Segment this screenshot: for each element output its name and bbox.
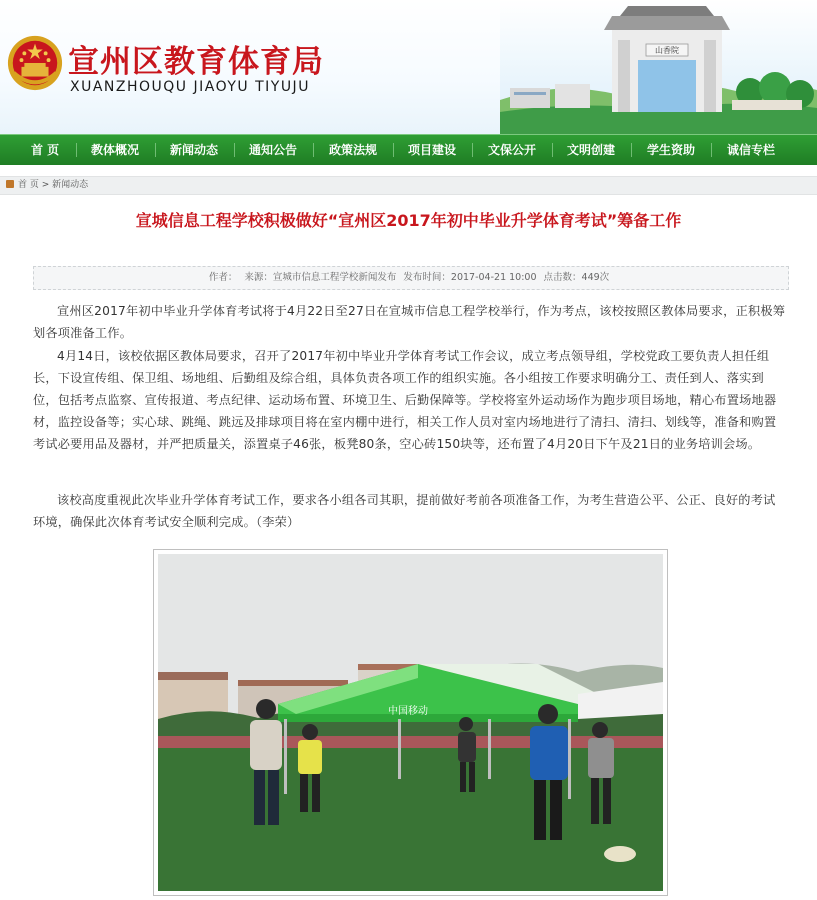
article-photo-frame [153, 549, 668, 896]
site-title[interactable]: 宣州区教育体育局 [68, 44, 324, 80]
nav-divider [76, 143, 77, 157]
nav-item-policy[interactable]: 政策法规 [329, 143, 378, 157]
tent-logo-text: 中国移动 [388, 706, 428, 717]
nav-item-overview[interactable]: 教体概况 [91, 143, 140, 157]
nav-divider [631, 143, 632, 157]
nav-divider [472, 143, 473, 157]
article-title: 宣城信息工程学校积极做好“宣州区2017年初中毕业升学体育考试”筹备工作 [135, 211, 682, 230]
nav-divider [552, 143, 553, 157]
meta-source: 来源：宣城市信息工程学校新闻发布 [244, 272, 397, 283]
article-meta-bar [33, 266, 789, 290]
meta-published: 发布时间：2017-04-21 10:00 [403, 272, 537, 283]
workers-setting-up-tent-photo [158, 554, 663, 891]
breadcrumb-trail [6, 177, 88, 194]
nav-divider [393, 143, 394, 157]
nav-divider [234, 143, 235, 157]
article-paragraph: 4月14日，该校依据区教体局要求，召开了2017年初中毕业升学体育考试工作会议，成立考点领导组，学校党政工要负责人担任组长，下设宣传组、保卫组、场地组、后勤组及综合组，具体负责各项工作的组织实施。各小组按工作要求明确分工、责任到人、落实到位，包括考点监察、宣传报道、考点纪律、运动场布置、环境卫生、后勤保障等。学校将室外运动场作为跑步项目场地，精心布置场地器材，监控设备等；实心球、跳绳、跳远及排球项目将在室内棚中进行，相关工作人员对室内场地进行了清扫、清扫、划线等，准备和购置考试必要用品及器材，并严把质量关，添置桌子46张，板凳80条，空心砖150块等，还布置了4月20日下午及21日的业务培训会场。 [33, 349, 777, 451]
nav-divider [313, 143, 314, 157]
breadcrumb-current-link[interactable]: 新闻动态 [52, 180, 89, 190]
nav-item-news[interactable]: 新闻动态 [170, 143, 219, 157]
nav-item-projects[interactable]: 项目建设 [408, 143, 457, 157]
nav-item-home[interactable]: 首 页 [31, 143, 60, 157]
nav-item-student-aid[interactable]: 学生资助 [647, 143, 696, 157]
nav-item-integrity[interactable]: 诚信专栏 [727, 143, 776, 157]
breadcrumb-home-link[interactable]: 首 页 [18, 180, 39, 190]
site-subtitle: XUANZHOUQU JIAOYU TIYUJU [70, 79, 310, 95]
meta-views: 点击数：449次 [543, 272, 610, 283]
site-header [0, 0, 817, 134]
article-meta [34, 267, 788, 289]
article-paragraph: 该校高度重视此次毕业升学体育考试工作，要求各小组各司其职，提前做好考前各项准备工作，为考生营造公平、公正、良好的考试环境，确保此次体育考试安全顺利完成。（李荣） [33, 493, 776, 529]
article-paragraph: 宣州区2017年初中毕业升学体育考试将于4月22日至27日在宣城市信息工程学校举行，作为考点，该校按照区教体局要求，正积极筹划各项准备工作。 [33, 304, 786, 340]
nav-item-civilization[interactable]: 文明创建 [567, 143, 616, 157]
main-nav [0, 134, 817, 165]
nav-divider [711, 143, 712, 157]
gate-sign: 山香院 [655, 46, 679, 55]
nav-divider [155, 143, 156, 157]
banner-gate-illustration [500, 0, 817, 134]
breadcrumb [0, 176, 817, 195]
breadcrumb-separator: > [41, 180, 50, 190]
national-emblem-icon [6, 34, 64, 92]
nav-item-notices[interactable]: 通知公告 [249, 143, 298, 157]
home-icon [6, 180, 14, 188]
meta-author: 作者： [208, 272, 238, 283]
nav-item-disclosure[interactable]: 文保公开 [488, 143, 537, 157]
